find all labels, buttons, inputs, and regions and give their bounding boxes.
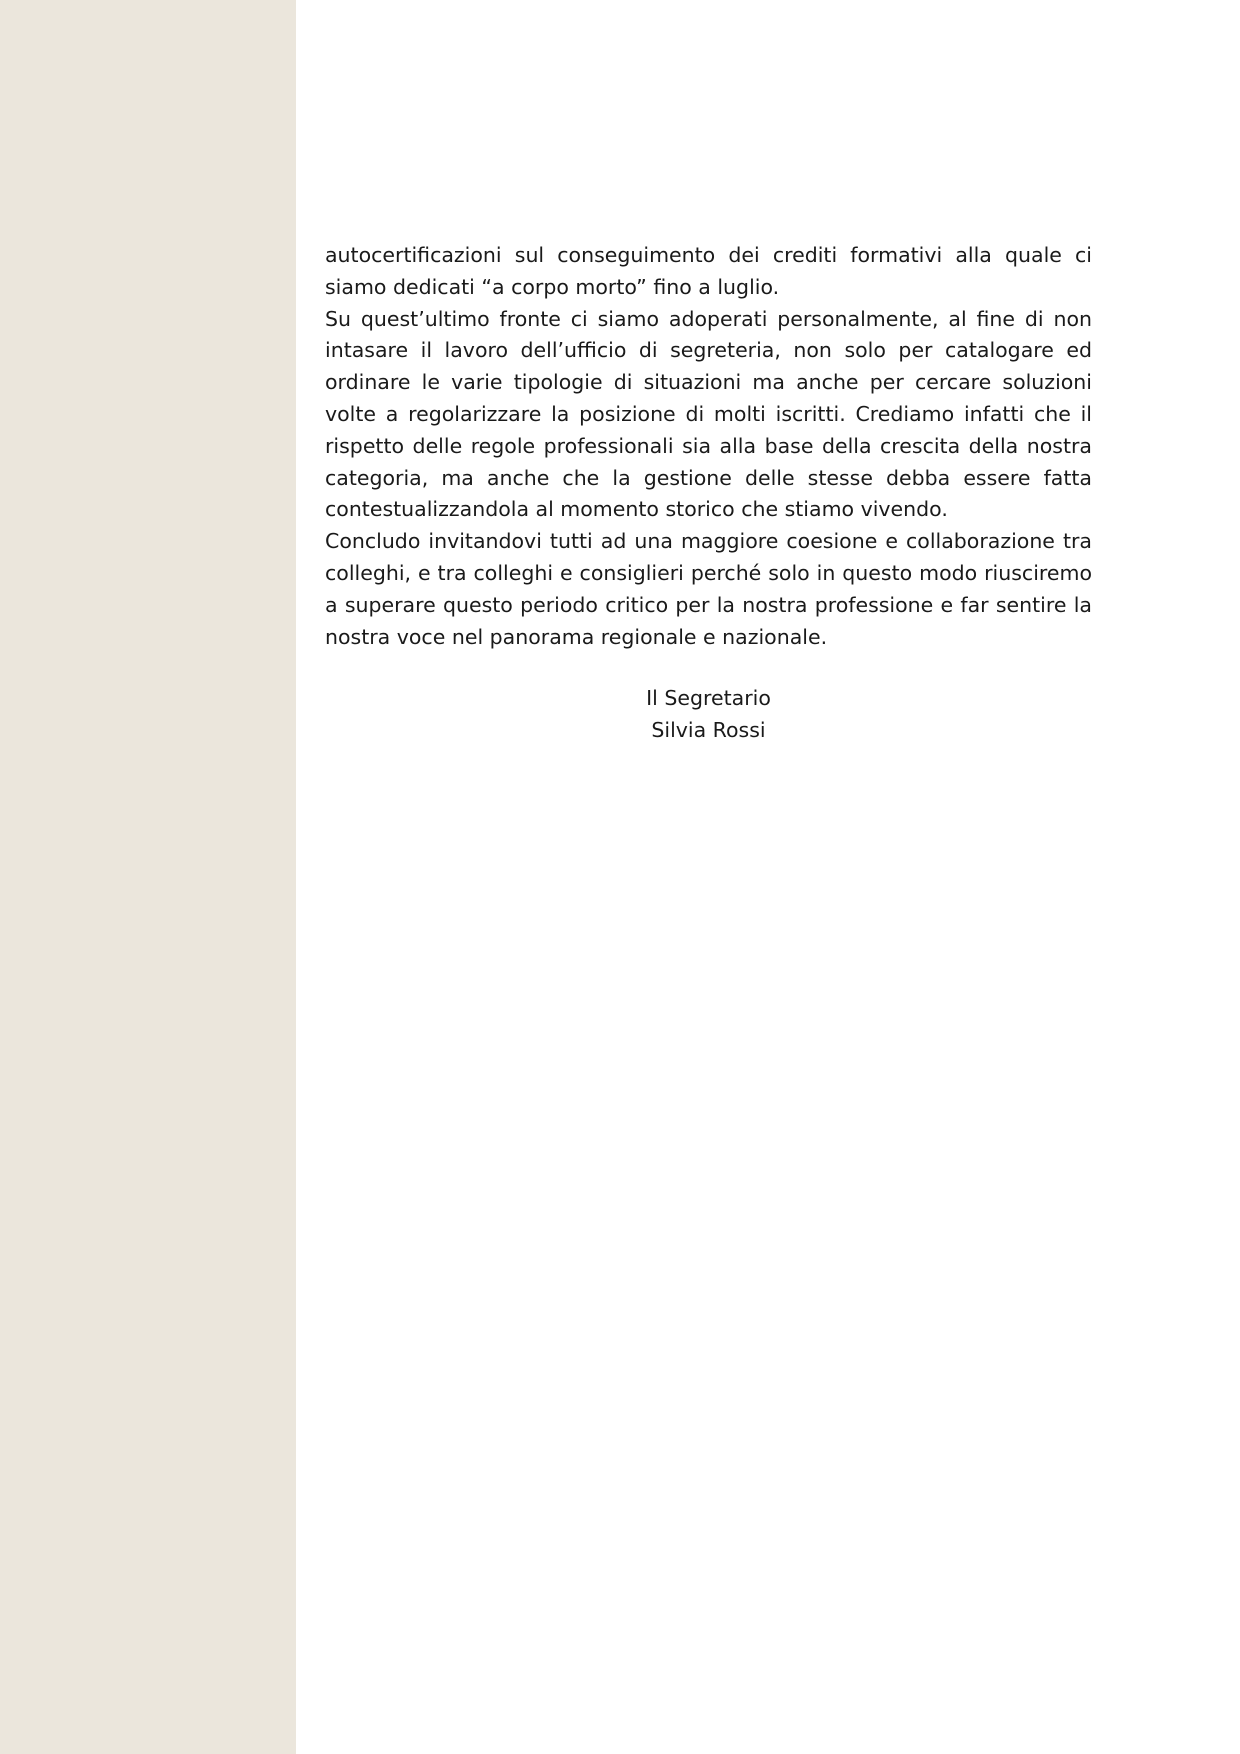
page-margin-band xyxy=(0,0,296,1754)
document-page xyxy=(296,0,1240,1754)
paragraph-2: Su quest’ultimo fronte ci siamo adoperati personalmente, al fine di non intasare il lavoro dell’ufficio di segreteria, non solo per catalogare ed ordinare le varie tipologie di situazioni ma anche per cercare soluzioni volte a regolarizzare la posizione di molti iscritti. Crediamo infatti che il rispetto delle regole professionali sia alla base della crescita della nostra categoria, ma anche che la gestione delle stesse debba essere fatta contestualizzandola al momento storico che stiamo vivendo. xyxy=(325,306,1092,522)
paragraph-1: autocertificazioni sul conseguimento dei crediti formativi alla quale ci siamo dedicati “a corpo morto” fino a luglio. xyxy=(325,243,1092,299)
signature-block xyxy=(325,683,1092,747)
letter-body xyxy=(325,240,1092,653)
paragraph-3: Concludo invitandovi tutti ad una maggiore coesione e collaborazione tra colleghi, e tra colleghi e consiglieri perché solo in questo modo riusciremo a superare questo periodo critico per la nostra professione e far sentire la nostra voce nel panorama regionale e nazionale. xyxy=(325,529,1092,649)
signature-role: Il Segretario xyxy=(646,686,771,710)
signature-name: Silvia Rossi xyxy=(651,717,766,742)
